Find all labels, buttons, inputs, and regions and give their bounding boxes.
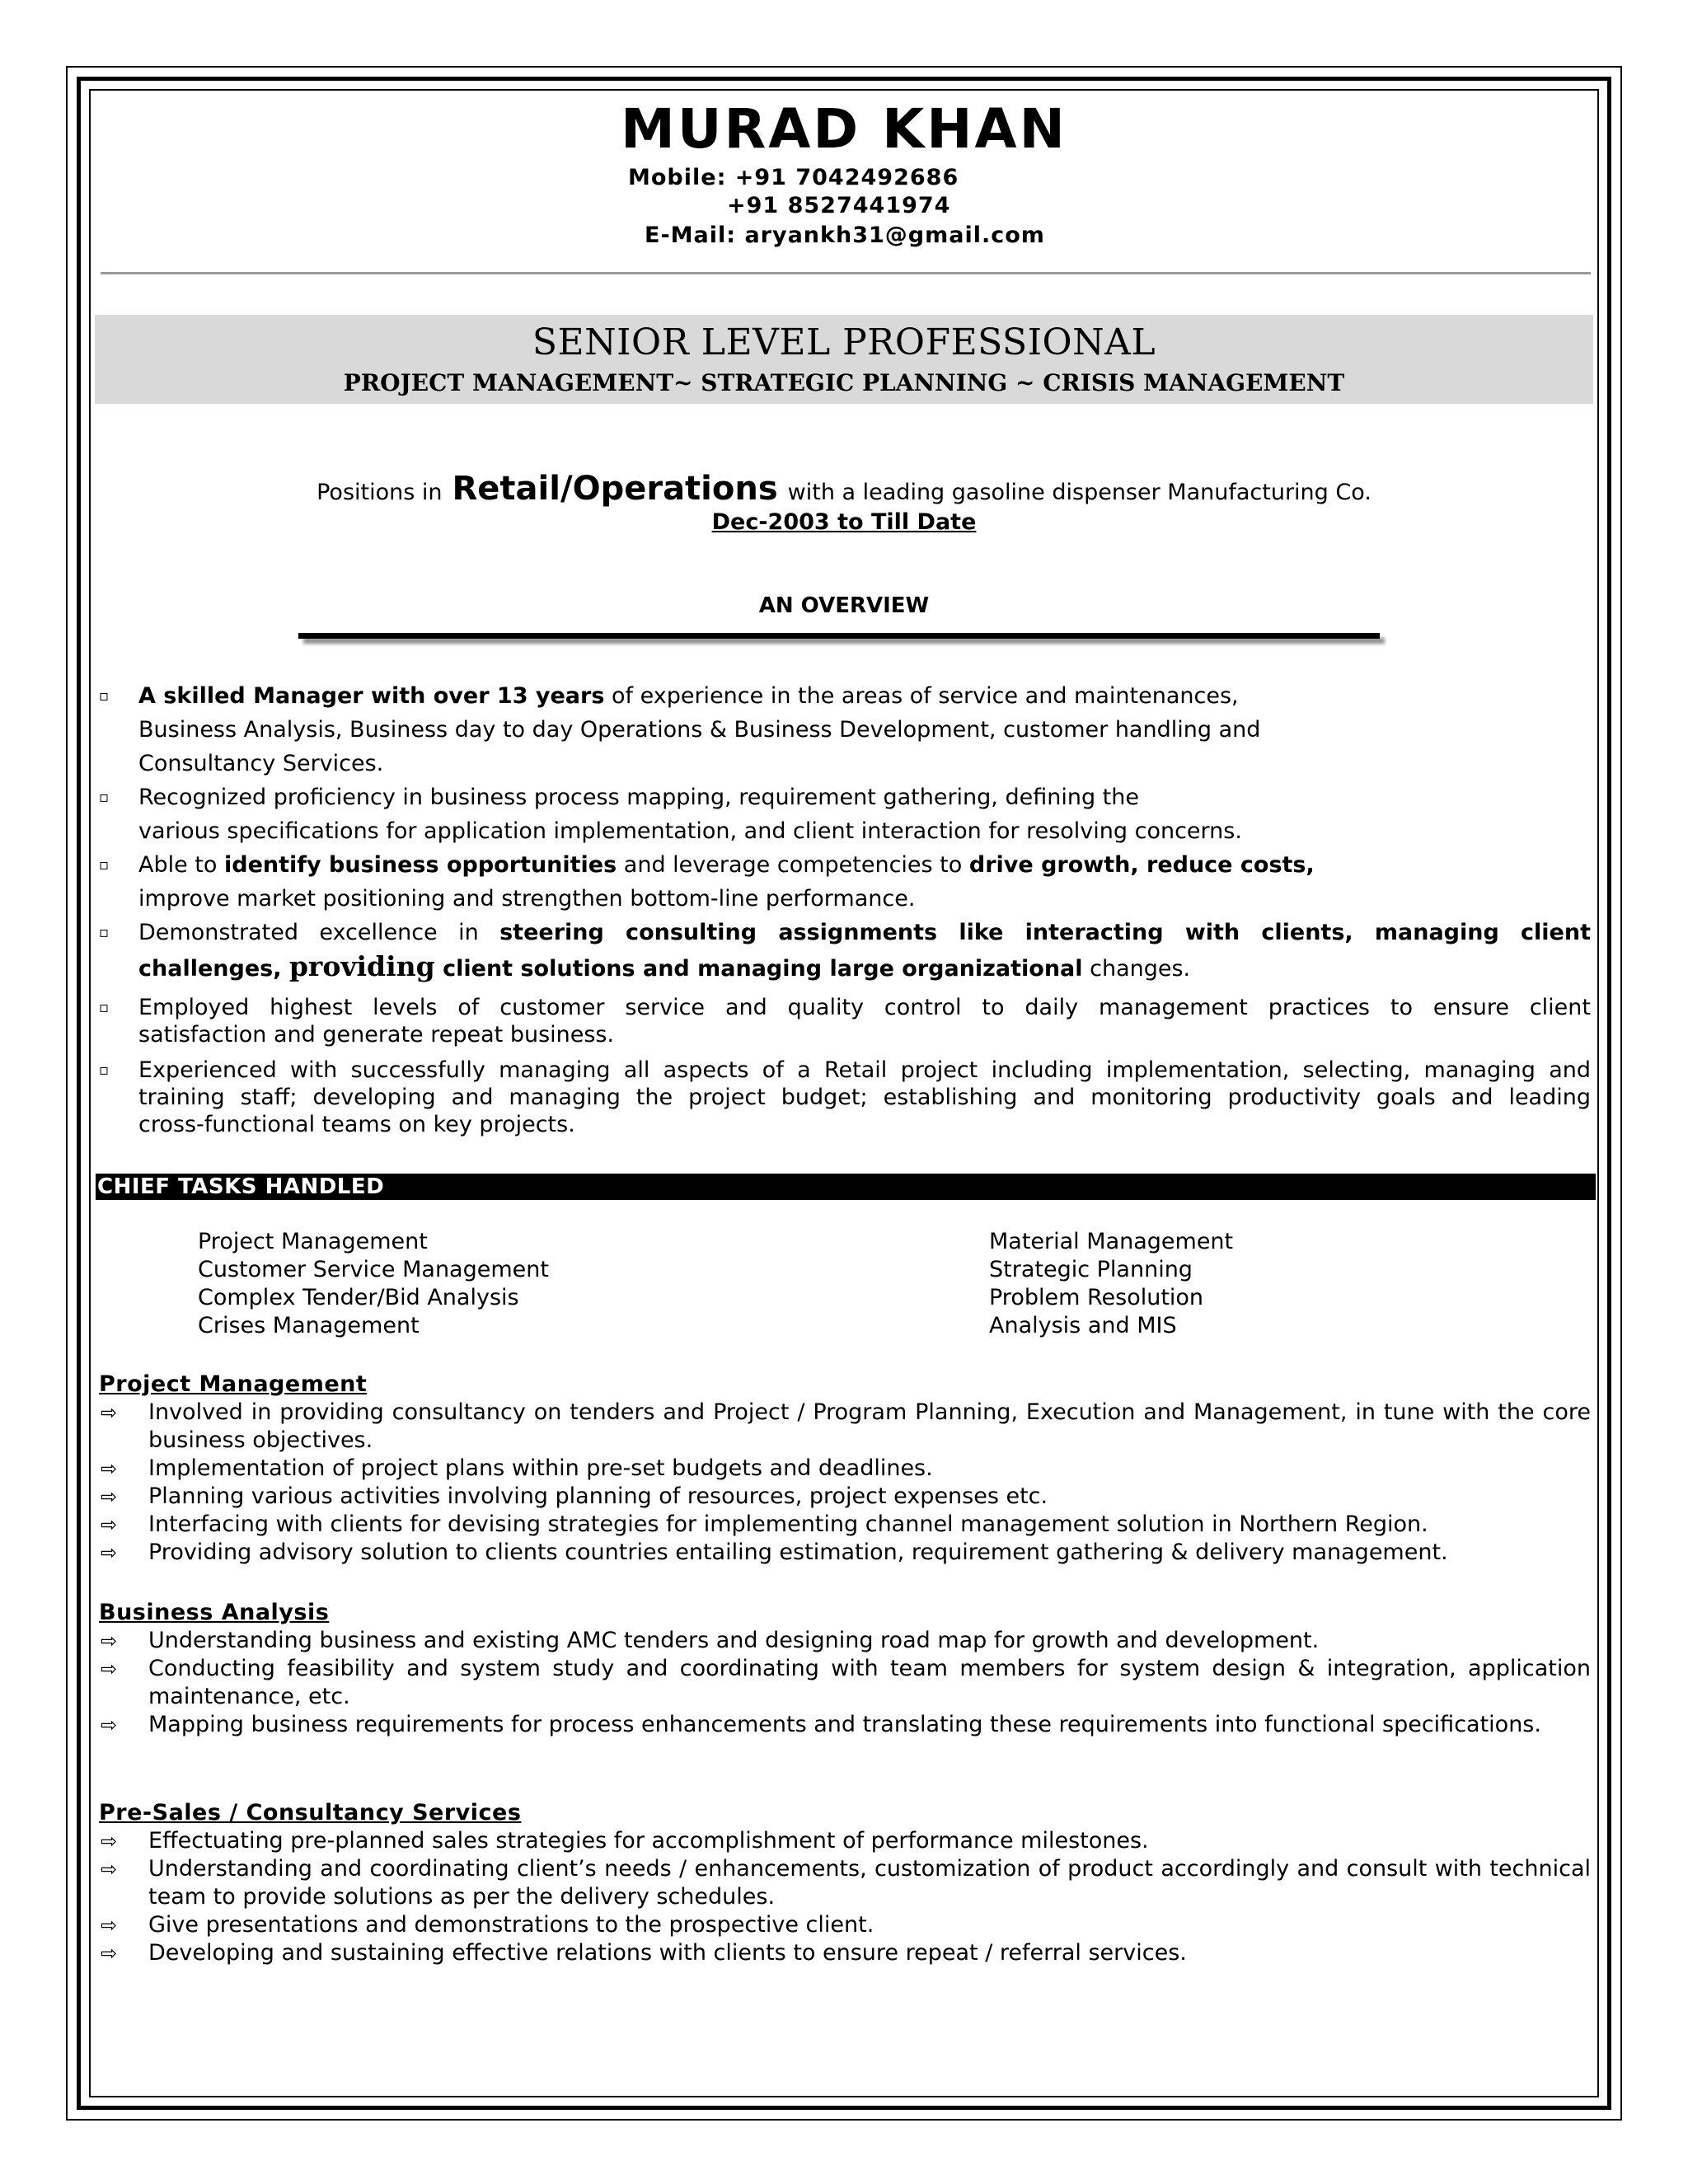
tasks-right-column xyxy=(989,1228,1233,1340)
arrow-bullet-icon: ⇨ xyxy=(101,1485,118,1508)
overview-item xyxy=(99,848,1591,916)
overview-item xyxy=(99,994,1591,1048)
position-dates: Dec-2003 to Till Date xyxy=(711,509,977,535)
position-role: Retail/Operations xyxy=(452,470,778,508)
overview-bold: identify business opportunities xyxy=(224,852,617,878)
position-suffix: with a leading gasoline dispenser Manufacturing Co. xyxy=(787,480,1372,505)
candidate-name: MURAD KHAN xyxy=(621,97,1067,161)
overview-text: cross-functional teams on key projects. xyxy=(138,1112,575,1137)
overview-text: training staff; developing and managing the project budget; establishing and monitoring productivity goals and leading xyxy=(138,1085,1591,1110)
list-item xyxy=(99,1711,1591,1739)
arrow-bullet-icon: ⇨ xyxy=(101,1457,118,1480)
task-item: Customer Service Management xyxy=(198,1257,549,1282)
overview-bold: challenges, xyxy=(138,956,289,982)
overview-text: Consultancy Services. xyxy=(138,751,384,776)
list-item-text: Involved in providing consultancy on tenders and Project / Program Planning, Execution and Management, in tune with the core business objectives. xyxy=(148,1399,1591,1453)
list-item-text: Give presentations and demonstrations to the prospective client. xyxy=(148,1912,874,1938)
mobile-line: Mobile: +91 7042492686 xyxy=(628,165,959,190)
overview-text: Employed highest levels of customer service and quality control to daily management practices to ensure client xyxy=(138,995,1591,1020)
list-item xyxy=(99,1855,1591,1911)
project-management-section xyxy=(99,1371,1591,1567)
overview-rule xyxy=(298,633,1380,639)
overview-text: and leverage competencies to xyxy=(617,852,969,878)
arrow-bullet-icon: ⇨ xyxy=(101,1629,118,1652)
overview-text: changes. xyxy=(1082,956,1191,982)
overview-text: Business Analysis, Business day to day Operations & Business Development, customer handling and xyxy=(138,717,1261,743)
square-bullet-icon: ▫ xyxy=(99,687,110,705)
list-item-text: Conducting feasibility and system study and coordinating with team members for system design & integration, application maintenance, etc. xyxy=(148,1656,1591,1709)
arrow-bullet-icon: ⇨ xyxy=(101,1914,118,1937)
overview-text: various specifications for application implementation, and client interaction for resolving concerns. xyxy=(138,818,1242,844)
overview-bold: drive growth, reduce costs, xyxy=(968,852,1315,878)
square-bullet-icon: ▫ xyxy=(99,924,110,941)
task-item: Complex Tender/Bid Analysis xyxy=(198,1285,519,1310)
task-item: Project Management xyxy=(198,1229,428,1254)
overview-bold: A skilled Manager with over 13 years xyxy=(138,683,605,709)
arrow-bullet-icon: ⇨ xyxy=(101,1541,118,1564)
list-item xyxy=(99,1539,1591,1567)
list-item xyxy=(99,1939,1591,1967)
task-item: Strategic Planning xyxy=(989,1257,1193,1282)
tasks-left-column xyxy=(198,1228,549,1340)
mobile-line-2: +91 8527441974 xyxy=(727,193,951,218)
overview-text: Demonstrated excellence in xyxy=(138,920,500,945)
section-heading: Pre-Sales / Consultancy Services xyxy=(99,1800,522,1825)
overview-heading: AN OVERVIEW xyxy=(758,593,930,618)
overview-bold: steering consulting assignments like interacting with clients, managing client xyxy=(499,920,1591,945)
overview-list xyxy=(99,679,1591,1138)
arrow-bullet-icon: ⇨ xyxy=(101,1713,118,1736)
section-heading: Business Analysis xyxy=(99,1600,330,1625)
arrow-bullet-icon: ⇨ xyxy=(101,1942,118,1965)
position-prefix: Positions in xyxy=(316,480,443,505)
list-item-text: Mapping business requirements for process enhancements and translating these requirements into functional specifications. xyxy=(148,1712,1541,1737)
task-item: Material Management xyxy=(989,1229,1234,1254)
list-item xyxy=(99,1483,1591,1511)
arrow-bullet-icon: ⇨ xyxy=(101,1830,118,1853)
arrow-bullet-icon: ⇨ xyxy=(101,1401,118,1424)
overview-bold-serif: providing xyxy=(288,950,435,982)
task-item: Analysis and MIS xyxy=(989,1313,1177,1338)
square-bullet-icon: ▫ xyxy=(99,999,110,1016)
overview-item xyxy=(99,780,1591,848)
list-item xyxy=(99,1655,1591,1711)
list-item-text: Planning various activities involving planning of resources, project expenses etc. xyxy=(148,1483,1048,1509)
email-line: E-Mail: aryankh31@gmail.com xyxy=(645,223,1045,248)
overview-text: Experienced with successfully managing all aspects of a Retail project including implementation, selecting, managing and xyxy=(138,1057,1591,1083)
square-bullet-icon: ▫ xyxy=(99,789,110,806)
list-item-text: Interfacing with clients for devising strategies for implementing channel management solution in Northern Region. xyxy=(148,1511,1428,1537)
list-item-text: Understanding and coordinating client’s needs / enhancements, customization of product accordingly and consult with technical team to provide solutions as per the delivery schedules. xyxy=(148,1856,1591,1910)
section-heading: Project Management xyxy=(99,1371,368,1397)
presales-section xyxy=(99,1799,1591,1967)
banner-title: SENIOR LEVEL PROFESSIONAL xyxy=(532,321,1156,363)
banner-subtitle: PROJECT MANAGEMENT~ STRATEGIC PLANNING ~ CRISIS MANAGEMENT xyxy=(343,369,1345,396)
overview-bold: client solutions and managing large organizational xyxy=(434,956,1083,982)
list-item-text: Implementation of project plans within pre-set budgets and deadlines. xyxy=(148,1455,933,1481)
overview-item xyxy=(99,1057,1591,1138)
arrow-bullet-icon: ⇨ xyxy=(101,1657,118,1680)
overview-text: Recognized proficiency in business process mapping, requirement gathering, defining the xyxy=(138,785,1139,810)
overview-item xyxy=(99,679,1591,780)
list-item xyxy=(99,1827,1591,1855)
header-divider xyxy=(101,272,1591,274)
list-item xyxy=(99,1911,1591,1939)
list-item-text: Understanding business and existing AMC tenders and designing road map for growth and development. xyxy=(148,1628,1320,1653)
list-item-text: Providing advisory solution to clients countries entailing estimation, requirement gathering & delivery management. xyxy=(148,1540,1448,1565)
arrow-bullet-icon: ⇨ xyxy=(101,1858,118,1881)
list-item xyxy=(99,1627,1591,1655)
overview-item xyxy=(99,916,1591,986)
business-analysis-section xyxy=(99,1599,1591,1739)
overview-text: improve market positioning and strengthen bottom-line performance. xyxy=(138,886,916,912)
list-item xyxy=(99,1399,1591,1455)
chief-tasks-heading: CHIEF TASKS HANDLED xyxy=(96,1174,1596,1200)
list-item xyxy=(99,1511,1591,1539)
overview-text: of experience in the areas of service and maintenances, xyxy=(604,683,1239,709)
list-item xyxy=(99,1455,1591,1483)
title-banner xyxy=(95,315,1593,404)
square-bullet-icon: ▫ xyxy=(99,1062,110,1079)
square-bullet-icon: ▫ xyxy=(99,856,110,874)
arrow-bullet-icon: ⇨ xyxy=(101,1513,118,1536)
position-line xyxy=(0,470,1688,508)
list-item-text: Developing and sustaining effective relations with clients to ensure repeat / referral services. xyxy=(148,1940,1187,1966)
task-item: Problem Resolution xyxy=(989,1285,1204,1310)
list-item-text: Effectuating pre-planned sales strategies for accomplishment of performance milestones. xyxy=(148,1828,1149,1854)
overview-text: satisfaction and generate repeat business. xyxy=(138,1022,615,1047)
overview-text: Able to xyxy=(138,852,224,878)
task-item: Crises Management xyxy=(198,1313,420,1338)
